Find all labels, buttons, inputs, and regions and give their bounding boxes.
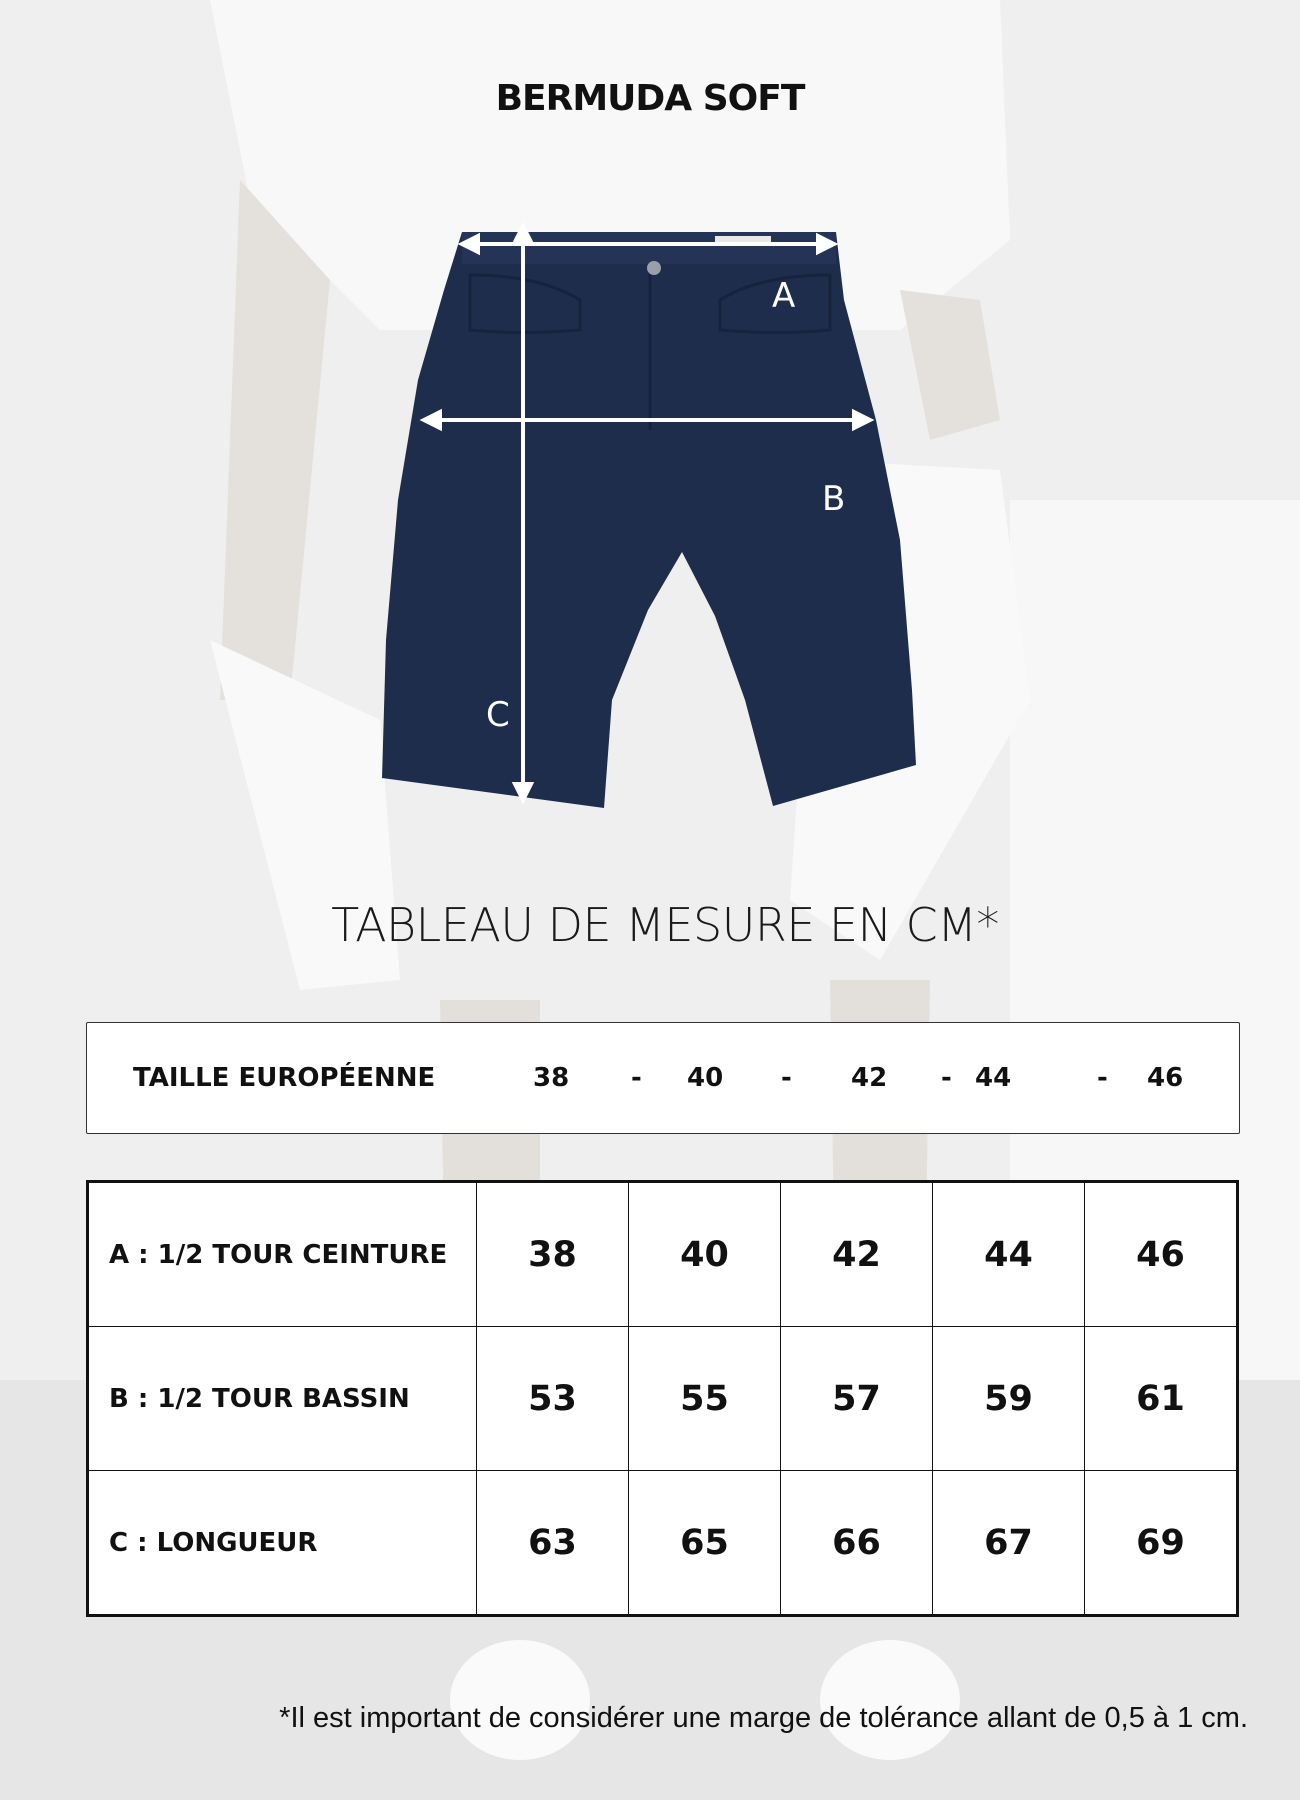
table-subtitle: TABLEAU DE MESURE EN CM* xyxy=(331,898,999,952)
size-value: 42 xyxy=(851,1063,888,1093)
table-cell: 65 xyxy=(629,1471,781,1616)
size-separator: - xyxy=(781,1063,792,1093)
tolerance-note: *Il est important de considérer une marge de tolérance allant de 0,5 à 1 cm. xyxy=(279,1702,1248,1734)
table-cell: 63 xyxy=(477,1471,629,1616)
table-row xyxy=(88,1182,1238,1327)
table-cell: 44 xyxy=(933,1182,1085,1327)
shorts-illustration xyxy=(382,232,916,808)
table-cell: 69 xyxy=(1085,1471,1238,1616)
size-separator: - xyxy=(941,1063,952,1093)
table-row xyxy=(88,1471,1238,1616)
size-header-label: TAILLE EUROPÉENNE xyxy=(133,1063,436,1093)
table-cell: 53 xyxy=(477,1327,629,1471)
row-label: C : LONGUEUR xyxy=(88,1471,477,1616)
table-cell: 40 xyxy=(629,1182,781,1327)
table-cell: 61 xyxy=(1085,1327,1238,1471)
row-label: B : 1/2 TOUR BASSIN xyxy=(88,1327,477,1471)
product-title: BERMUDA SOFT xyxy=(495,78,805,119)
table-cell: 38 xyxy=(477,1182,629,1327)
size-value: 40 xyxy=(687,1063,724,1093)
label-a: A xyxy=(772,276,796,316)
table-cell: 66 xyxy=(781,1471,933,1616)
row-label: A : 1/2 TOUR CEINTURE xyxy=(88,1182,477,1327)
table-cell: 59 xyxy=(933,1327,1085,1471)
table-row xyxy=(88,1327,1238,1471)
measurement-table xyxy=(86,1180,1239,1617)
label-b: B xyxy=(822,479,846,519)
shorts-measurement-diagram xyxy=(0,0,1300,820)
size-separator: - xyxy=(1097,1063,1108,1093)
table-cell: 57 xyxy=(781,1327,933,1471)
table-cell: 46 xyxy=(1085,1182,1238,1327)
table-cell: 42 xyxy=(781,1182,933,1327)
size-separator: - xyxy=(631,1063,642,1093)
size-value: 44 xyxy=(975,1063,1012,1093)
label-c: C xyxy=(486,695,510,735)
table-cell: 67 xyxy=(933,1471,1085,1616)
table-cell: 55 xyxy=(629,1327,781,1471)
size-value: 38 xyxy=(533,1063,570,1093)
european-size-header xyxy=(86,1022,1240,1134)
size-value: 46 xyxy=(1147,1063,1184,1093)
